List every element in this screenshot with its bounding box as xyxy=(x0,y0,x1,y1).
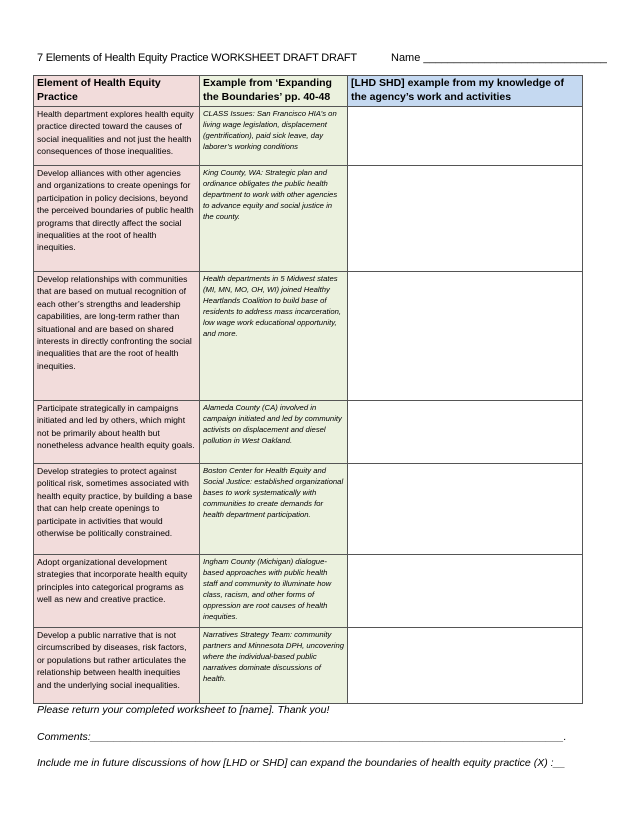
column-header-element: Element of Health Equity Practice xyxy=(34,76,200,107)
my-example-cell[interactable] xyxy=(348,628,583,704)
column-header-my-example: [LHD SHD] example from my knowledge of the agency’s work and activities xyxy=(348,76,583,107)
include-me-line[interactable]: Include me in future discussions of how [LHD or SHD] can expand the boundaries of health equity practice (X) :__ xyxy=(37,757,566,769)
table-row xyxy=(34,107,583,166)
element-cell: Participate strategically in campaigns initiated and led by others, which might not be primarily about health but nonetheless advance health equity goals. xyxy=(34,401,200,464)
my-example-cell[interactable] xyxy=(348,555,583,628)
element-cell: Health department explores health equity practice directed toward the causes of social inequalities and not just the health consequences of those inequalities. xyxy=(34,107,200,166)
table-row xyxy=(34,628,583,704)
example-cell: King County, WA: Strategic plan and ordinance obligates the public health department to work with other agencies to advance equity and social justice in the county. xyxy=(200,166,348,272)
my-example-cell[interactable] xyxy=(348,272,583,401)
table-header-row xyxy=(34,76,583,107)
my-example-cell[interactable] xyxy=(348,464,583,555)
my-example-cell[interactable] xyxy=(348,401,583,464)
example-cell: Alameda County (CA) involved in campaign initiated and led by community activists on displacement and diesel pollution in West Oakland. xyxy=(200,401,348,464)
column-header-example: Example from ‘Expanding the Boundaries’ pp. 40-48 xyxy=(200,76,348,107)
element-cell: Develop strategies to protect against political risk, sometimes associated with health equity practice, by building a base that can help create openings to participate in activities that would otherwise be politically constrained. xyxy=(34,464,200,555)
element-cell: Adopt organizational development strategies that incorporate health equity principles into categorical programs as well as new and creative practice. xyxy=(34,555,200,628)
health-equity-table xyxy=(33,75,583,704)
my-example-cell[interactable] xyxy=(348,166,583,272)
element-cell: Develop alliances with other agencies and organizations to create openings for participation in policy decisions, beyond the perceived boundaries of public health programs that directly affect the social inequalities at the root of health inequities. xyxy=(34,166,200,272)
worksheet-title: 7 Elements of Health Equity Practice WORKSHEET DRAFT DRAFT xyxy=(37,52,357,64)
element-cell: Develop relationships with communities that are based on mutual recognition of each other’s strengths and leadership capabilities, are long-term rather than situational and are based on shared interests in directly confronting the social inequalities that are the root of health inequities. xyxy=(34,272,200,401)
table-row xyxy=(34,272,583,401)
example-cell: Boston Center for Health Equity and Social Justice: established organizational bases to work systematically with communities to create demands for health department participation. xyxy=(200,464,348,555)
return-note: Please return your completed worksheet to [name]. Thank you! xyxy=(37,704,330,716)
example-cell: Health departments in 5 Midwest states (MI, MN, MO, OH, WI) joined Healthy Heartlands Coalition to build base of residents to address mass incarceration, low wage work educational opportunity, and more. xyxy=(200,272,348,401)
element-cell: Develop a public narrative that is not circumscribed by diseases, risk factors, or populations but rather articulates the relationship between health inequities and the underlying social inequalities. xyxy=(34,628,200,704)
example-cell: Ingham County (Michigan) dialogue-based approaches with public health staff and community to illuminate how class, racism, and other forms of oppression are root causes of health inequities. xyxy=(200,555,348,628)
my-example-cell[interactable] xyxy=(348,107,583,166)
example-cell: CLASS Issues: San Francisco HIA’s on living wage legislation, displacement (gentrification), paid sick leave, day laborer’s working conditions xyxy=(200,107,348,166)
table-row xyxy=(34,166,583,272)
table-row xyxy=(34,401,583,464)
name-field-label[interactable]: Name ______________________________ xyxy=(391,52,607,64)
example-cell: Narratives Strategy Team: community partners and Minnesota DPH, uncovering where the individual-based public narratives dominate discussions of health. xyxy=(200,628,348,704)
comments-line[interactable]: Comments:_________________________________________________________________________________. xyxy=(37,731,567,743)
table-row xyxy=(34,464,583,555)
table-row xyxy=(34,555,583,628)
